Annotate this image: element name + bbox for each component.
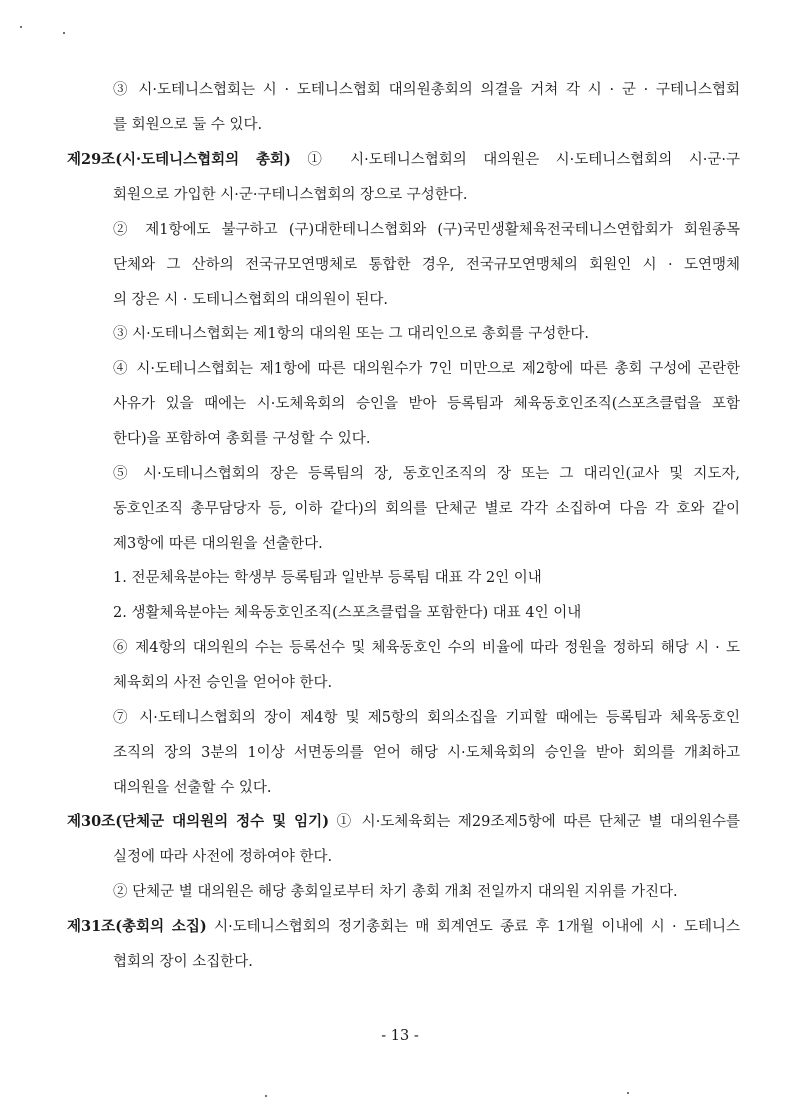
paragraph-line: ③ 시·도테니스협회는 제1항의 대의원 또는 그 대리인으로 총회를 구성한다.	[113, 326, 590, 342]
article-heading: 제29조(시·도테니스협회의 총회)	[67, 151, 291, 168]
paragraph-text: ① 시·도체육회는 제29조제5항에 따른 단체군 별 대의원수를	[336, 814, 740, 830]
list-item: 2. 생활체육분야는 체육동호인조직(스포츠클럽을 포함한다) 대표 4인 이내	[113, 605, 582, 621]
scan-speck	[63, 32, 65, 34]
paragraph-text: ① 시·도테니스협회의 대의원은 시·도테니스협회의 시·군·구	[307, 152, 740, 168]
paragraph-line: 사유가 있을 때에는 시·도체육회의 승인을 받아 등록팀과 체육동호인조직(스포츠클럽을 포함	[113, 396, 740, 412]
paragraph-line: 실정에 따라 사전에 정하여야 한다.	[113, 849, 333, 865]
paragraph-line: ③ 시·도테니스협회는 시 · 도테니스협회 대의원총회의 의결을 거쳐 각 시 · 군 · 구테니스협회	[113, 82, 740, 98]
paragraph-text: 시·도테니스협회의 정기총회는 매 회계연도 종료 후 1개월 이내에 시 · 도테니스	[214, 919, 741, 935]
paragraph-line: 회원으로 가입한 시·군·구테니스협회의 장으로 구성한다.	[113, 187, 468, 203]
paragraph-line: 제3항에 따른 대의원을 선출한다.	[113, 536, 323, 552]
paragraph-line: 대의원을 선출할 수 있다.	[113, 780, 272, 796]
paragraph-line: 의 장은 시 · 도테니스협회의 대의원이 된다.	[113, 292, 388, 308]
article-30	[67, 812, 740, 832]
paragraph-line: ② 제1항에도 불구하고 (구)대한테니스협회와 (구)국민생활체육전국테니스연합회가 회원종목	[113, 222, 740, 238]
paragraph-line: 조직의 장의 3분의 1이상 서면동의를 얻어 해당 시·도체육회의 승인을 받아 회의를 개최하고	[113, 745, 740, 761]
scan-speck	[627, 1092, 629, 1094]
paragraph-line: ② 단체군 별 대의원은 해당 총회일로부터 차기 총회 개최 전일까지 대의원 지위를 가진다.	[113, 884, 678, 900]
paragraph-line: 단체와 그 산하의 전국규모연맹체로 통합한 경우, 전국규모연맹체의 회원인 시 · 도연맹체	[113, 257, 740, 273]
article-heading: 제30조(단체군 대의원의 정수 및 임기)	[67, 813, 330, 830]
paragraph-line: 를 회원으로 둘 수 있다.	[113, 117, 263, 133]
paragraph-line: 협회의 장이 소집한다.	[113, 954, 253, 970]
scan-speck	[20, 26, 22, 28]
paragraph-line: ⑥ 제4항의 대의원의 수는 등록선수 및 체육동호인 수의 비율에 따라 정원을 정하되 해당 시 · 도	[113, 640, 740, 656]
scan-speck	[265, 1095, 267, 1097]
paragraph-line: ④ 시·도테니스협회는 제1항에 따른 대의원수가 7인 미만으로 제2항에 따른 총회 구성에 곤란한	[113, 361, 740, 377]
paragraph-line: 체육회의 사전 승인을 얻어야 한다.	[113, 675, 333, 691]
article-29	[67, 150, 740, 170]
paragraph-line: 한다)을 포함하여 총회를 구성할 수 있다.	[113, 431, 371, 447]
page-number: - 13 -	[381, 1028, 419, 1044]
list-item: 1. 전문체육분야는 학생부 등록팀과 일반부 등록팀 대표 각 2인 이내	[113, 570, 542, 586]
article-heading: 제31조(총회의 소집)	[67, 918, 207, 935]
paragraph-line: ⑦ 시·도테니스협회의 장이 제4항 및 제5항의 회의소집을 기피할 때에는 등록팀과 체육동호인	[113, 710, 740, 726]
paragraph-line: 동호인조직 총무담당자 등, 이하 같다)의 회의를 단체군 별로 각각 소집하여 다음 각 호와 같이	[113, 501, 740, 517]
article-31	[67, 917, 740, 937]
paragraph-line: ⑤ 시·도테니스협회의 장은 등록팀의 장, 동호인조직의 장 또는 그 대리인(교사 및 지도자,	[113, 466, 740, 482]
